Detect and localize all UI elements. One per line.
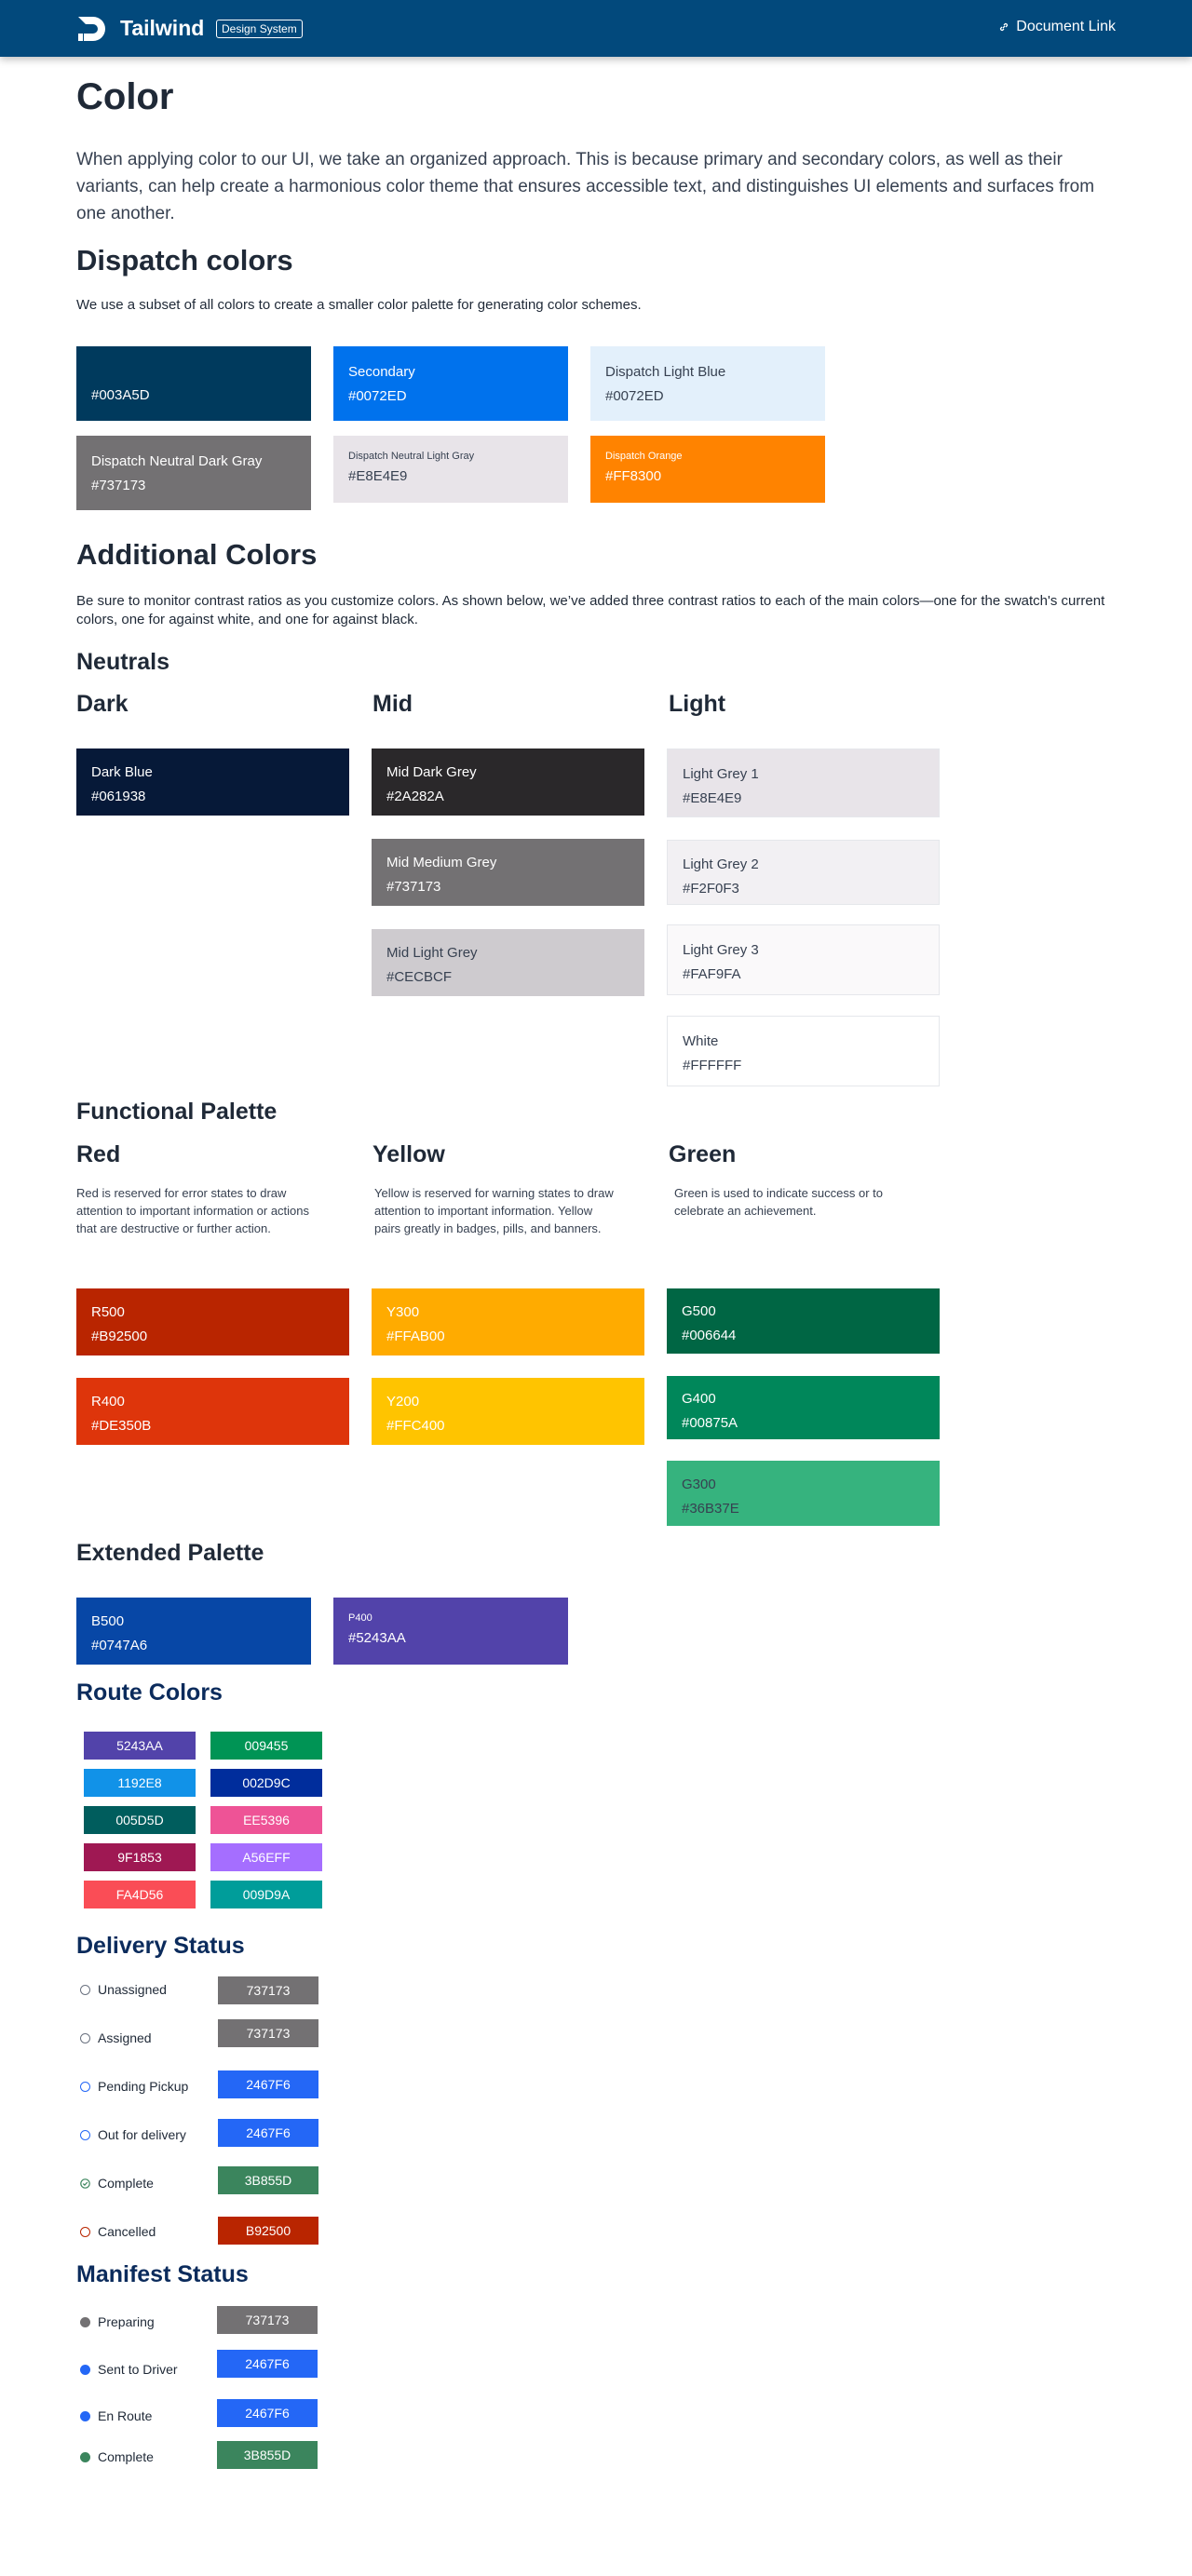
status-label: Preparing: [98, 2314, 155, 2329]
swatch-hex: #DE350B: [91, 1418, 152, 1434]
status-label: Complete: [98, 2449, 154, 2464]
swatch-hex: #FAF9FA: [683, 966, 741, 982]
status-label: Unassigned: [98, 1982, 167, 1997]
swatch-name: Y300: [386, 1304, 420, 1320]
status-color-chip: 737173: [217, 2306, 318, 2334]
red-title: Red: [76, 1141, 121, 1167]
swatch-name: Dark Blue: [91, 764, 153, 780]
route-color-chip: 009455: [210, 1732, 322, 1760]
swatch-hex: #E8E4E9: [683, 790, 742, 806]
swatch-hex: #36B37E: [682, 1501, 739, 1517]
swatch-name: Secondary: [348, 364, 415, 380]
status-color-chip: 3B855D: [218, 2166, 318, 2194]
swatch-light-grey-3: [667, 924, 940, 995]
swatch-name: R400: [91, 1394, 125, 1409]
swatch-primary: [76, 346, 311, 421]
dot-icon: [80, 2411, 90, 2421]
swatch-r400: [76, 1378, 349, 1445]
status-label: Assigned: [98, 2030, 152, 2045]
swatch-name: G300: [682, 1477, 716, 1492]
status-color-chip: 2467F6: [218, 2070, 318, 2098]
swatch-mid-dark-grey: [372, 749, 644, 816]
status-color-chip: 737173: [218, 1976, 318, 2004]
status-color-chip: 737173: [218, 2019, 318, 2047]
swatch-name: Y200: [386, 1394, 420, 1409]
swatch-g300: [667, 1461, 940, 1526]
additional-title: Additional Colors: [76, 538, 318, 571]
swatch-hex: #F2F0F3: [683, 881, 739, 897]
brand-name[interactable]: Tailwind: [120, 16, 205, 40]
link-icon: [998, 21, 1009, 33]
swatch-name: G500: [682, 1303, 716, 1319]
dot-icon: [80, 2317, 90, 2327]
swatch-secondary: [333, 346, 568, 421]
swatch-dispatch-light-blue: [590, 346, 825, 421]
status-cancelled: [80, 2224, 156, 2239]
swatch-name: Dispatch Neutral Light Gray: [348, 451, 475, 462]
swatch-name: Dispatch Neutral Dark Gray: [91, 453, 263, 469]
route-color-chip: 005D5D: [84, 1806, 196, 1834]
swatch-dark-blue: [76, 749, 349, 816]
dot-icon: [80, 2365, 90, 2375]
swatch-hex: #2A282A: [386, 789, 444, 804]
circle-icon: [80, 1985, 90, 1995]
route-color-chip: FA4D56: [84, 1881, 196, 1908]
swatch-hex: #0072ED: [348, 388, 407, 404]
status-complete: [80, 2176, 154, 2191]
dark-title: Dark: [76, 691, 129, 717]
swatch-name: Light Grey 3: [683, 942, 759, 958]
swatch-name: Dispatch Light Blue: [605, 364, 726, 380]
swatch-y300: [372, 1288, 644, 1355]
route-color-chip: 9F1853: [84, 1843, 196, 1871]
swatch-neutral-light-gray: [333, 436, 568, 503]
manifest-sent-to-driver: [80, 2362, 178, 2377]
red-description: Red is reserved for error states to draw attention to important information or actions that are destructive or further action.: [76, 1186, 310, 1235]
swatch-hex: #FFAB00: [386, 1328, 445, 1344]
swatch-hex: #006644: [682, 1328, 737, 1343]
route-color-chip: EE5396: [210, 1806, 322, 1834]
swatch-hex: #FF8300: [605, 468, 662, 484]
swatch-name: Light Grey 2: [683, 856, 759, 872]
dot-icon: [80, 2452, 90, 2462]
green-title: Green: [669, 1141, 737, 1167]
route-color-chip: 002D9C: [210, 1769, 322, 1797]
route-color-chip: 1192E8: [84, 1769, 196, 1797]
swatch-p400: [333, 1598, 568, 1665]
route-title: Route Colors: [76, 1679, 223, 1706]
swatch-light-grey-2: [667, 840, 940, 905]
status-label: En Route: [98, 2408, 153, 2423]
status-pending-pickup: [80, 2079, 188, 2094]
swatch-hex: #0747A6: [91, 1638, 148, 1653]
swatch-mid-medium-grey: [372, 839, 644, 906]
swatch-hex: #FFC400: [386, 1418, 445, 1434]
delivery-title: Delivery Status: [76, 1933, 245, 1959]
status-assigned: [80, 2030, 152, 2045]
status-color-chip: 3B855D: [217, 2441, 318, 2469]
swatch-name: R500: [91, 1304, 125, 1320]
status-unassigned: [80, 1982, 167, 1997]
status-out-for-delivery: [80, 2127, 186, 2142]
swatch-r500: [76, 1288, 349, 1355]
swatch-mid-light-grey: [372, 929, 644, 996]
functional-title: Functional Palette: [76, 1099, 278, 1125]
additional-description: Be sure to monitor contrast ratios as you customize colors. As shown below, we’ve added three contrast ratios to each of the main colors—one for the swatch's current colors, one for against white, and one for against black.: [76, 593, 1105, 627]
manifest-preparing: [80, 2314, 155, 2329]
swatch-dispatch-orange: [590, 436, 825, 503]
check-circle-icon: [80, 2178, 90, 2189]
swatch-hex: #E8E4E9: [348, 468, 408, 484]
green-description: Green is used to indicate success or to celebrate an achievement.: [674, 1186, 884, 1218]
swatch-name: Light Grey 1: [683, 766, 759, 782]
dispatch-description: We use a subset of all colors to create a smaller color palette for generating color schemes.: [76, 297, 642, 313]
swatch-name: Mid Dark Grey: [386, 764, 477, 780]
yellow-description: Yellow is reserved for warning states to draw attention to important information. Yellow pairs greatly in badges, pills, and banners.: [374, 1186, 614, 1235]
swatch-b500: [76, 1598, 311, 1665]
status-label: Out for delivery: [98, 2127, 186, 2142]
design-system-badge: Design System: [216, 20, 303, 38]
circle-icon: [80, 2082, 90, 2092]
document-link[interactable]: [998, 19, 1116, 35]
swatch-name: G400: [682, 1391, 716, 1407]
manifest-title: Manifest Status: [76, 2261, 249, 2287]
swatch-hex: #B92500: [91, 1328, 148, 1344]
mid-title: Mid: [372, 691, 413, 717]
circle-icon: [80, 2130, 90, 2140]
swatch-hex: #5243AA: [348, 1630, 406, 1646]
circle-icon: [80, 2227, 90, 2237]
swatch-hex: #737173: [91, 478, 146, 493]
status-label: Complete: [98, 2176, 154, 2191]
swatch-name: Dispatch Orange: [605, 451, 683, 462]
top-nav: [0, 0, 1192, 57]
swatch-g500: [667, 1288, 940, 1354]
page-intro: When applying color to our UI, we take an organized approach. This is because primary and secondary colors, as well as their variants, can help create a harmonious color theme that ensures accessible text, and distinguishes UI elements and surfaces from one another.: [76, 150, 1095, 223]
circle-icon: [80, 2033, 90, 2043]
swatch-neutral-dark-gray: [76, 436, 311, 510]
route-color-chip: 5243AA: [84, 1732, 196, 1760]
status-label: Sent to Driver: [98, 2362, 178, 2377]
swatch-hex: #FFFFFF: [683, 1058, 742, 1073]
page-title: Color: [76, 76, 174, 117]
status-color-chip: 2467F6: [217, 2399, 318, 2427]
swatch-light-grey-1: [667, 749, 940, 817]
swatch-hex: #003A5D: [91, 387, 150, 403]
light-title: Light: [669, 691, 726, 717]
tailwind-logo-icon[interactable]: [76, 15, 108, 43]
neutrals-title: Neutrals: [76, 649, 170, 675]
yellow-title: Yellow: [372, 1141, 445, 1167]
swatch-name: B500: [91, 1613, 125, 1629]
status-color-chip: B92500: [218, 2217, 318, 2245]
swatch-hex: #00875A: [682, 1415, 738, 1431]
swatch-hex: #737173: [386, 879, 441, 895]
swatch-name: Mid Medium Grey: [386, 855, 497, 870]
swatch-hex: #CECBCF: [386, 969, 453, 985]
status-label: Cancelled: [98, 2224, 156, 2239]
route-color-chip: A56EFF: [210, 1843, 322, 1871]
swatch-y200: [372, 1378, 644, 1445]
status-label: Pending Pickup: [98, 2079, 189, 2094]
swatch-name: P400: [348, 1612, 372, 1624]
swatch-hex: #061938: [91, 789, 146, 804]
swatch-g400: [667, 1376, 940, 1439]
status-color-chip: 2467F6: [217, 2350, 318, 2378]
manifest-complete: [80, 2449, 154, 2464]
swatch-name: White: [683, 1033, 719, 1049]
swatch-white: [667, 1016, 940, 1086]
manifest-en-route: [80, 2408, 152, 2423]
swatch-name: Mid Light Grey: [386, 945, 478, 961]
route-color-chip: 009D9A: [210, 1881, 322, 1908]
status-color-chip: 2467F6: [218, 2119, 318, 2147]
swatch-hex: #0072ED: [605, 388, 664, 404]
extended-title: Extended Palette: [76, 1540, 264, 1566]
dispatch-title: Dispatch colors: [76, 244, 293, 276]
document-link-label: Document Link: [1016, 19, 1116, 34]
